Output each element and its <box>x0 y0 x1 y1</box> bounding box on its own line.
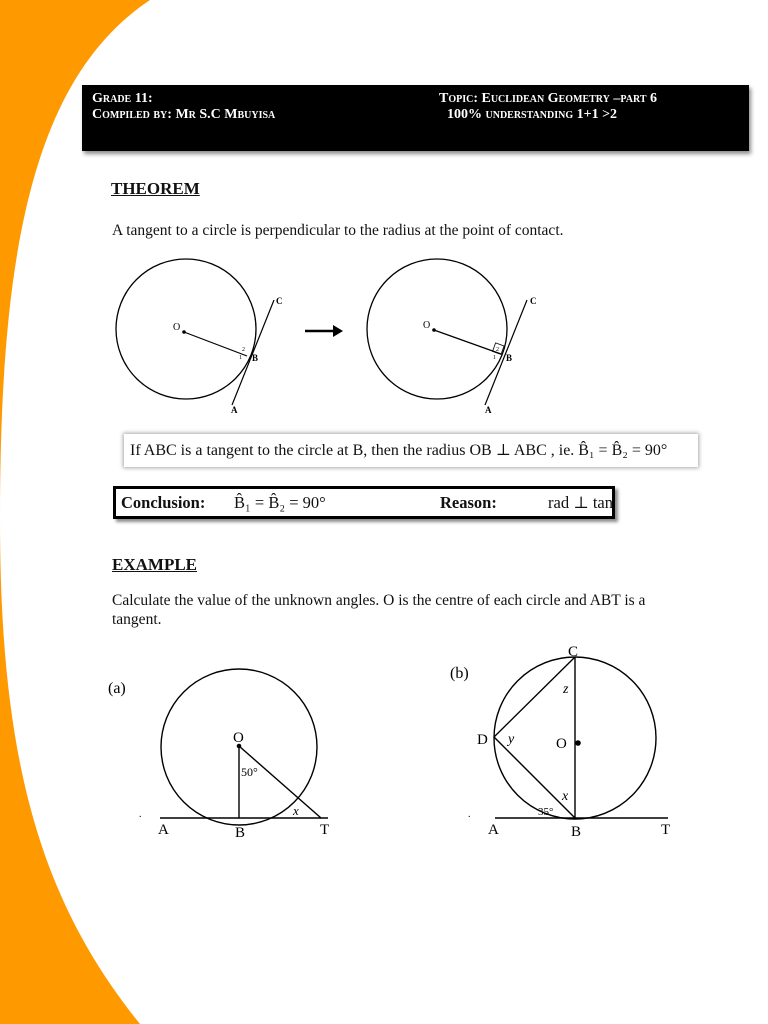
label-c: C <box>276 296 283 306</box>
arrow-icon <box>303 323 345 339</box>
example-a-figure <box>100 660 350 845</box>
label-d: D <box>477 732 488 748</box>
label-b: B <box>571 824 582 840</box>
unknown-z: z <box>563 682 569 697</box>
label-t: T <box>320 822 330 838</box>
centre-dot <box>575 740 581 746</box>
label-b: B <box>506 353 513 363</box>
circle <box>367 259 507 399</box>
centre-dot <box>432 328 436 332</box>
example-instruction: Calculate the value of the unknown angles. O is the centre of each circle and ABT is a tangent. <box>112 592 646 628</box>
angle-35: 35° <box>538 806 554 818</box>
example-heading: EXAMPLE <box>112 555 197 574</box>
circle <box>116 259 259 399</box>
label-t: T <box>661 822 671 838</box>
angle-label-2: 2 <box>496 347 499 353</box>
angle-50: 50° <box>241 765 258 779</box>
topic-label: Topic: Euclidean Geometry –part 6 <box>439 91 658 106</box>
dot-mark: . <box>139 809 142 820</box>
label-o: O <box>173 322 181 333</box>
conclusion-value: B̂₁ = B̂₂ = 90° <box>234 493 326 512</box>
conclusion-box <box>113 486 615 519</box>
theorem-figure-left <box>105 255 295 420</box>
unknown-x: x <box>293 803 299 818</box>
chord-dc <box>494 657 575 737</box>
theorem-statement: A tangent to a circle is perpendicular to the radius at the point of contact. <box>112 222 564 239</box>
angle-label-1: 1 <box>493 355 496 361</box>
theorem-figure-right <box>355 255 545 420</box>
radius-ob <box>434 330 501 354</box>
label-a: A <box>485 405 492 415</box>
label-o: O <box>423 320 431 331</box>
unknown-y: y <box>508 732 515 747</box>
angle-label-2: 2 <box>242 347 245 353</box>
grade-label: Grade 11: <box>92 91 153 106</box>
label-o: O <box>556 736 567 752</box>
part-a-label: (a) <box>108 680 126 697</box>
radius-ob <box>184 332 247 356</box>
part-b-label: (b) <box>450 665 469 682</box>
header-bar <box>82 85 749 151</box>
label-a: A <box>488 822 499 838</box>
compiled-by-label: Compiled by: Mr S.C Mbuyisa <box>92 107 276 122</box>
unknown-x: x <box>562 789 569 804</box>
slogan-label: 100% understanding 1+1 >2 <box>447 107 618 122</box>
angle-label-1: 1 <box>239 355 242 361</box>
label-b: B <box>252 353 259 363</box>
label-b: B <box>235 825 246 841</box>
reason-value: rad ⊥ tan <box>548 493 613 512</box>
label-o: O <box>233 730 244 746</box>
label-a: A <box>158 822 169 838</box>
tangent-statement: If ABC is a tangent to the circle at B, then the radius OB ⊥ ABC , ie. B̂₁ = B̂₂ = 90° <box>130 442 668 459</box>
dot-mark: . <box>468 809 471 820</box>
centre-dot <box>182 330 186 334</box>
theorem-heading: THEOREM <box>111 179 200 198</box>
example-b-figure <box>440 640 690 845</box>
label-c: C <box>568 644 579 660</box>
reason-label: Reason: <box>440 493 497 512</box>
label-c: C <box>530 296 537 306</box>
tangent-statement-box <box>124 434 698 467</box>
label-a: A <box>231 405 238 415</box>
conclusion-label: Conclusion: <box>121 493 206 512</box>
